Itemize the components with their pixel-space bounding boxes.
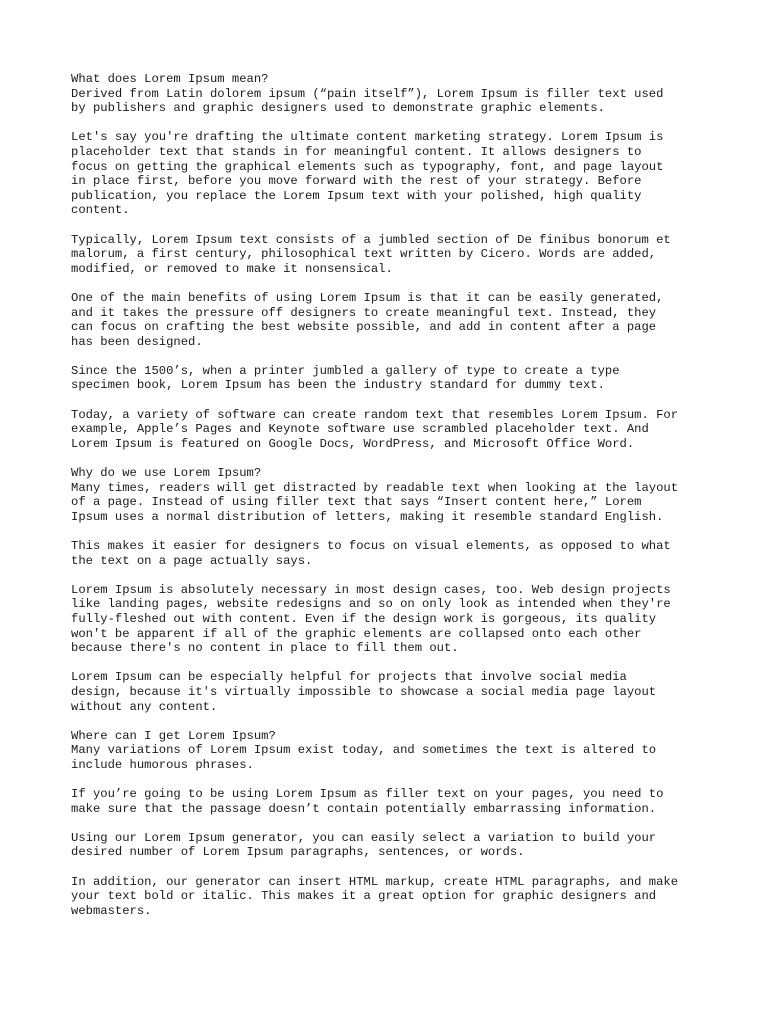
- paragraph-since-1500s: Since the 1500’s, when a printer jumbled a gallery of type to create a type specimen book, Lorem Ipsum has been the industry standard for dummy text.: [71, 363, 620, 393]
- paragraph-visual-elements: This makes it easier for designers to focus on visual elements, as opposed to what the text on a page actually says.: [71, 539, 671, 568]
- document-body: [71, 72, 708, 918]
- paragraph-why-use-lorem-ipsum: Why do we use Lorem Ipsum? Many times, readers will get distracted by readable text when looking at the layout of a page. Instead of using filler text that says “Insert content here,” Lorem Ipsum uses a normal distribution of letters, making it resemble standard English.: [71, 466, 679, 524]
- paragraph-main-benefits: One of the main benefits of using Lorem Ipsum is that it can be easily generated, and it takes the pressure off designers to create meaningful text. Instead, they can focus on crafting the best website possible, and add in content after a page has been designed.: [71, 290, 664, 349]
- paragraph-generator-variation: Using our Lorem Ipsum generator, you can easily select a variation to build your desired number of Lorem Ipsum paragraphs, sentences, or words.: [71, 830, 657, 860]
- paragraph-design-cases: Lorem Ipsum is absolutely necessary in most design cases, too. Web design projects like landing pages, website redesigns and so on only look as intended when they're fully-fleshed out with content. Even if the design work is gorgeous, its quality won't be apparent if all of the graphic elements are collapsed onto each other because there's no content in place to fill them out.: [71, 582, 671, 656]
- paragraph-filler-text-pages: If you’re going to be using Lorem Ipsum as filler text on your pages, you need to make sure that the passage doesn’t contain potentially embarrassing information.: [71, 787, 664, 816]
- paragraph-what-does-lorem-ipsum-mean: What does Lorem Ipsum mean? Derived from Latin dolorem ipsum (“pain itself”), Lorem Ipsum is filler text used by publishers and graphic designers used to demonstrate graphic elements.: [71, 72, 664, 116]
- paragraph-content-marketing-strategy: Let's say you're drafting the ultimate content marketing strategy. Lorem Ipsum is placeholder text that stands in for meaningful content. It allows designers to focus on getting the graphical elements such as typography, font, and page layout in place first, before you move forward with the rest of your strategy. Before publication, you replace the Lorem Ipsum text with your polished, high quality content.: [71, 130, 664, 218]
- paragraph-where-get-lorem-ipsum: Where can I get Lorem Ipsum? Many variations of Lorem Ipsum exist today, and sometimes the text is altered to include humorous phrases.: [71, 728, 657, 772]
- paragraph-de-finibus: Typically, Lorem Ipsum text consists of a jumbled section of De finibus bonorum et malorum, a first century, philosophical text written by Cicero. Words are added, modified, or removed to make it nonsensical.: [71, 232, 671, 276]
- paragraph-software-variety: Today, a variety of software can create random text that resembles Lorem Ipsum. For example, Apple’s Pages and Keynote software use scrambled placeholder text. And Lorem Ipsum is featured on Google Docs, WordPress, and Microsoft Office Word.: [71, 407, 679, 451]
- paragraph-html-markup: In addition, our generator can insert HTML markup, create HTML paragraphs, and make your text bold or italic. This makes it a great option for graphic designers and webmasters.: [71, 874, 679, 918]
- paragraph-social-media: Lorem Ipsum can be especially helpful for projects that involve social media design, because it's virtually impossible to showcase a social media page layout without any content.: [71, 670, 657, 714]
